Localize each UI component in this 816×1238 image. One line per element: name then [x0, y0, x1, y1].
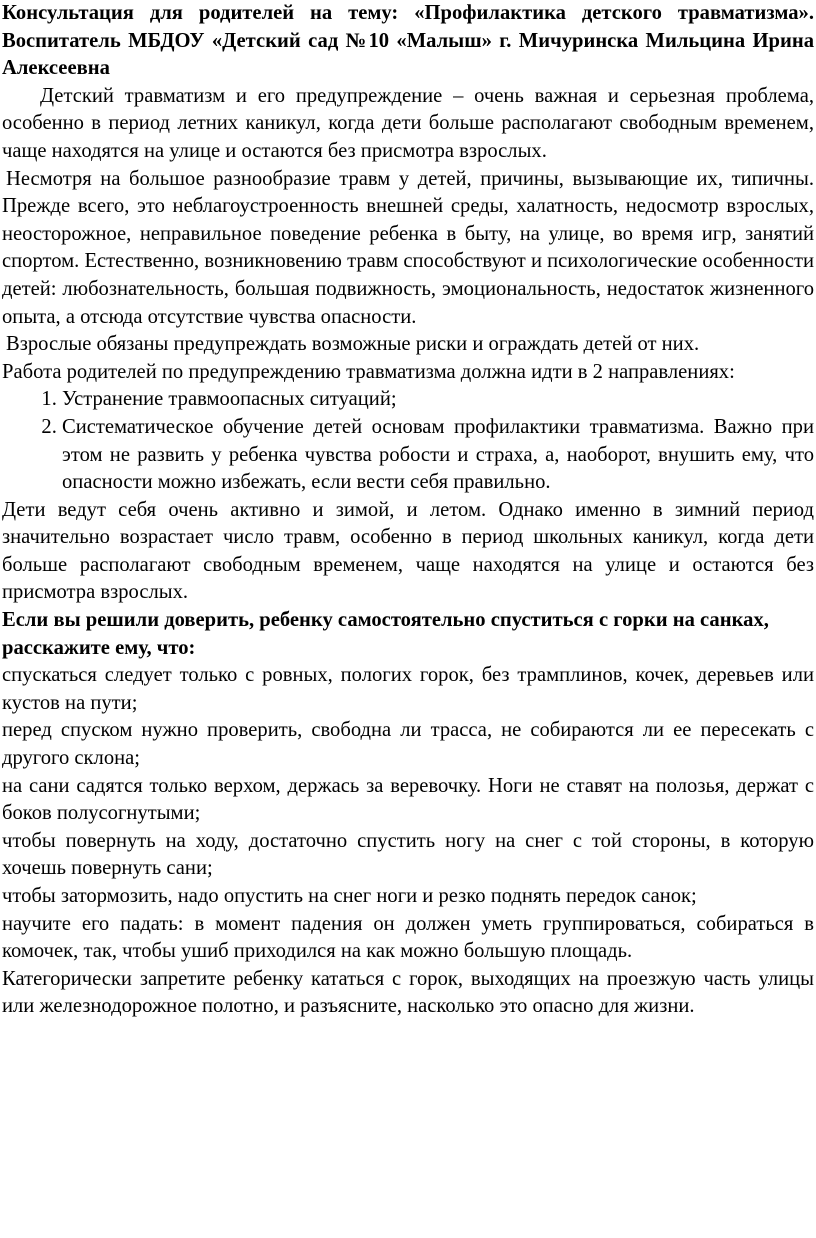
- sled-rule: на сани садятся только верхом, держась за веревочку. Ноги не ставят на полозья, держат с боков полусогнутыми;: [2, 774, 814, 825]
- sled-rule: чтобы затормозить, надо опустить на снег ноги и резко поднять передок санок;: [2, 885, 697, 907]
- sled-rule: научите его падать: в момент падения он должен уметь группироваться, собираться в комочек, так, чтобы ушиб приходился на как можно большую площадь.: [2, 912, 814, 963]
- document-title: Консультация для родителей на тему: «Профилактика детского травматизма». Воспитатель МБДОУ «Детский сад №10 «Малыш» г. Мичуринска Мильцина Ирина Алексеевна: [2, 2, 814, 80]
- paragraph-causes: Несмотря на большое разнообразие травм у детей, причины, вызывающие их, типичны. Прежде всего, это неблагоустроенность внешней среды, халатность, недосмотр взрослых, неосторожное, неправильное поведение ребенка в быту, на улице, во время игр, занятий спортом. Естественно, возникновению травм способствуют и психологические особенности детей: любознательность, большая подвижность, эмоциональность, недостаток жизненного опыта, а отсюда отсутствие чувства опасности.: [2, 167, 814, 328]
- list-item: 1. Устранение травмоопасных ситуаций;: [62, 386, 814, 414]
- paragraph-adults-duty: Взрослые обязаны предупреждать возможные риски и ограждать детей от них.: [6, 333, 700, 356]
- sled-rule: спускаться следует только с ровных, пологих горок, без трамплинов, кочек, деревьев или кустов на пути;: [2, 664, 814, 714]
- sled-heading: Если вы решили доверить, ребенку самостоятельно спуститься с горки на санках, расскажите ему, что:: [2, 609, 769, 659]
- paragraph-winter: Дети ведут себя очень активно и зимой, и летом. Однако именно в зимний период значительно возрастает число травм, особенно в период школьных каникул, когда дети больше располагают свободным временем, чаще находятся на улице и остаются без присмотра взрослых.: [2, 498, 814, 604]
- paragraph-closing: Категорически запретите ребенку кататься с горок, выходящих на проезжую часть улицы или железнодорожное полотно, и разъясните, насколько это опасно для жизни.: [2, 967, 814, 1018]
- directions-list: [2, 386, 814, 496]
- paragraph-intro: Детский травматизм и его предупреждение – очень важная и серьезная проблема, особенно в период летних каникул, когда дети больше располагают свободным временем, чаще находятся на улице и остаются без присмотра взрослых.: [2, 84, 814, 162]
- sled-rule: перед спуском нужно проверить, свободна ли трасса, не собираются ли ее пересекать с другого склона;: [2, 719, 814, 770]
- paragraph-directions: Работа родителей по предупреждению травматизма должна идти в 2 направлениях:: [2, 360, 735, 383]
- sled-rule: чтобы повернуть на ходу, достаточно спустить ногу на снег с той стороны, в которую хочешь повернуть сани;: [2, 829, 814, 880]
- list-item: 2. Систематическое обучение детей основам профилактики травматизма. Важно при этом не развить у ребенка чувства робости и страха, а, наоборот, внушить ему, что опасности можно избежать, если вести себя правильно.: [62, 414, 814, 497]
